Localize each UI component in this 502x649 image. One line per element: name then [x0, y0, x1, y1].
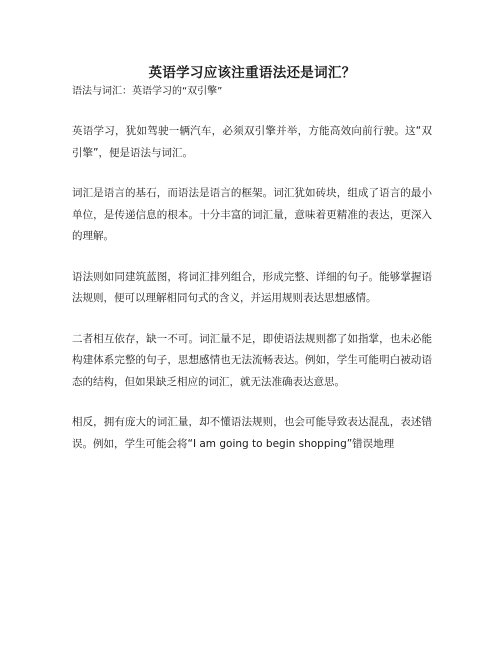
document-title: 英语学习应该注重语法还是词汇？: [148, 65, 356, 81]
document-subtitle: 语法与词汇：英语学习的“双引擎”: [72, 86, 223, 97]
paragraph-2: 词汇是语言的基石，而语法是语言的框架。词汇犹如砖块，组成了语言的最小单位，是传递信息的根本。十分丰富的词汇量，意味着更精准的表达，更深入的理解。: [72, 187, 432, 242]
paragraph-3: 语法则如同建筑蓝图，将词汇排列组合，形成完整、详细的句子。能够掌握语法规则，便可以理解相同句式的含义，并运用规则表达思想感情。: [72, 270, 432, 304]
paragraph-1: 英语学习，犹如驾驶一辆汽车，必须双引擎并举，方能高效向前行驶。这“双引擎”，便是语法与词汇。: [72, 125, 432, 159]
paragraph-4: 二者相互依存，缺一不可。词汇量不足，即使语法规则都了如指掌，也未必能构建体系完整的句子，思想感情也无法流畅表达。例如，学生可能明白被动语态的结构，但如果缺乏相应的词汇，就无法准确表达意思。: [72, 332, 432, 388]
paragraph-5: 相反，拥有庞大的词汇量，却不懂语法规则，也会可能导致表达混乱，表述错误。例如，学生可能会将“I am going to begin shopping”错误地理: [72, 416, 432, 450]
